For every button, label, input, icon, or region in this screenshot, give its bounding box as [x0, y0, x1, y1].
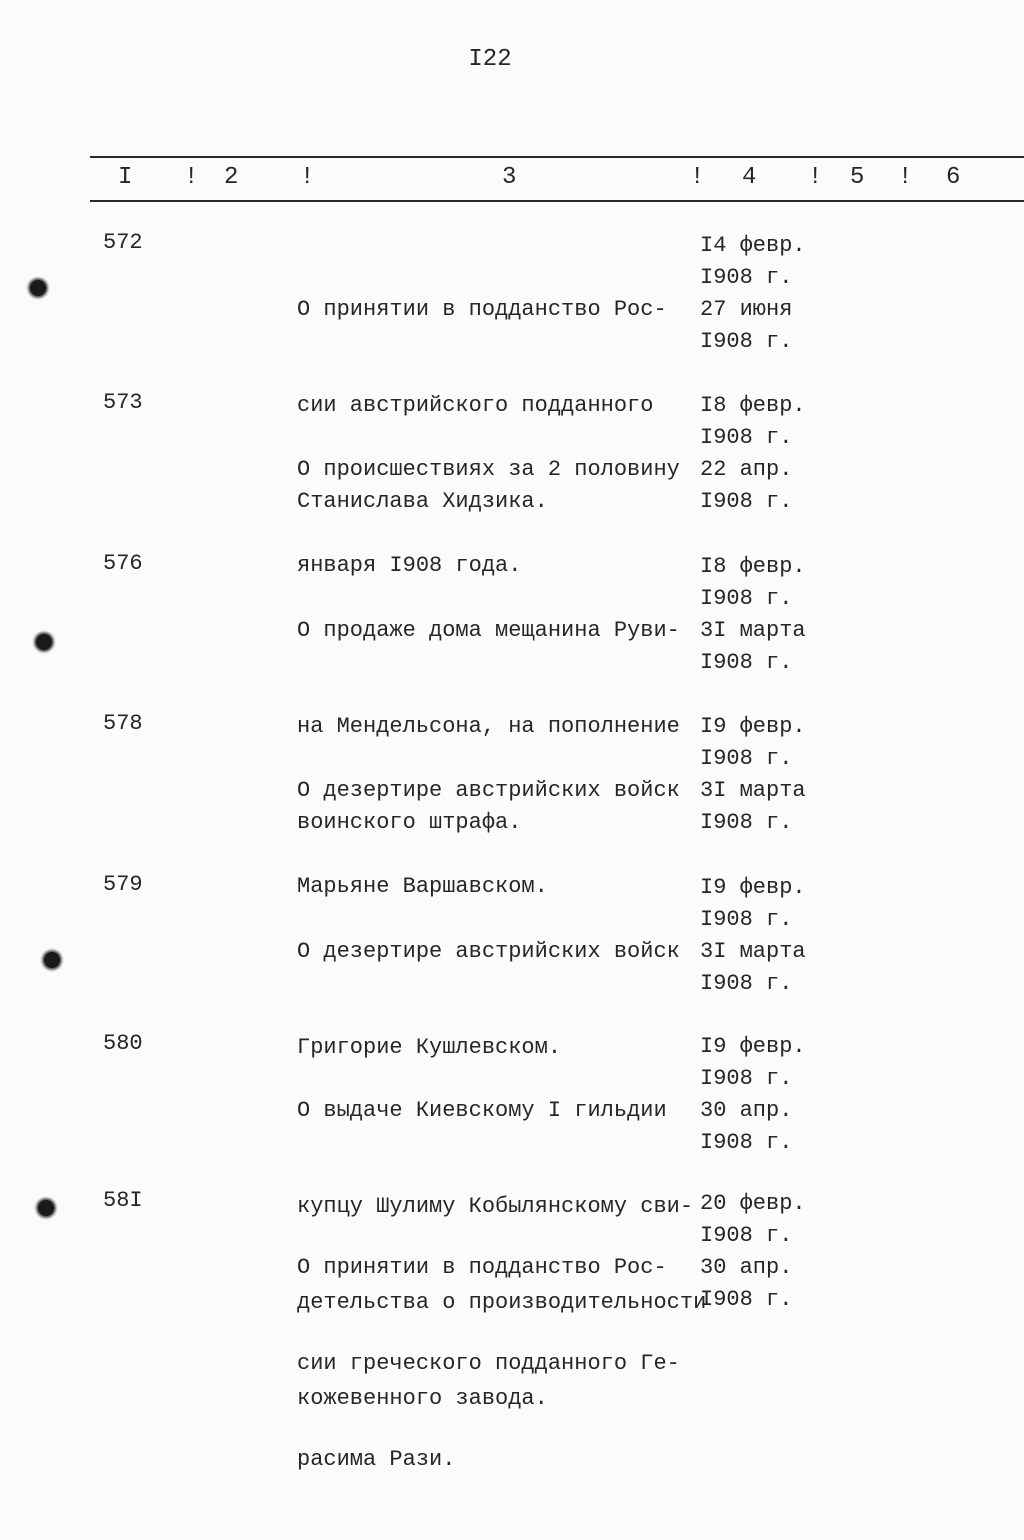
date-line: 3I марта — [700, 939, 806, 964]
entry-number: 573 — [103, 390, 143, 415]
header-col-5: 5 — [850, 164, 865, 191]
date-line: I4 февр. — [700, 233, 806, 258]
title-line: детельства о производительности — [297, 1290, 707, 1315]
date-line: I908 г. — [700, 650, 793, 675]
punch-hole — [36, 634, 52, 650]
page-number: I22 — [468, 46, 512, 73]
punch-hole — [30, 280, 46, 296]
date-line: I908 г. — [700, 1130, 793, 1155]
entry-number: 576 — [103, 551, 143, 576]
entry-dates — [700, 1031, 806, 1159]
title-line: О происшествиях за 2 половину — [297, 457, 680, 482]
entry-number: 578 — [103, 711, 143, 736]
title-line: Станислава Хидзика. — [297, 489, 548, 514]
entry-dates — [700, 390, 806, 518]
title-line: купцу Шулиму Кобылянскому сви- — [297, 1194, 694, 1219]
date-line: 30 апр. — [700, 1255, 793, 1280]
date-line: I908 г. — [700, 489, 793, 514]
header-col-1: I — [118, 164, 133, 191]
date-line: I9 февр. — [700, 1034, 806, 1059]
header-col-4: 4 — [742, 164, 757, 191]
date-line: I8 февр. — [700, 393, 806, 418]
title-line: О продаже дома мещанина Руви- — [297, 618, 680, 643]
header-top-rule — [90, 156, 1024, 158]
entry-number: 572 — [103, 230, 143, 255]
entry-dates — [700, 872, 806, 1000]
title-line: сии австрийского подданного — [297, 393, 654, 418]
header-separator: ! — [690, 164, 705, 191]
date-line: 3I марта — [700, 778, 806, 803]
date-line: I908 г. — [700, 746, 793, 771]
date-line: 3I марта — [700, 618, 806, 643]
date-line: I908 г. — [700, 586, 793, 611]
punch-hole — [44, 952, 60, 968]
date-line: I908 г. — [700, 265, 793, 290]
entry-dates — [700, 1188, 806, 1316]
entry-title — [297, 1188, 707, 1540]
header-col-3: 3 — [502, 164, 517, 191]
title-line: О принятии в подданство Рос- — [297, 1255, 667, 1280]
header-separator: ! — [808, 164, 823, 191]
date-line: I908 г. — [700, 907, 793, 932]
date-line: I9 февр. — [700, 714, 806, 739]
entry-number: 580 — [103, 1031, 143, 1056]
title-line: воинского штрафа. — [297, 810, 522, 835]
title-line: января I908 года. — [297, 553, 522, 578]
date-line: I908 г. — [700, 425, 793, 450]
entry-number: 579 — [103, 872, 143, 897]
date-line: I908 г. — [700, 329, 793, 354]
punch-hole — [38, 1200, 54, 1216]
title-line: О дезертире австрийских войск — [297, 939, 680, 964]
title-line: сии греческого подданного Ге- — [297, 1351, 680, 1376]
title-line: О выдаче Киевскому I гильдии — [297, 1098, 667, 1123]
title-line: Григорие Кушлевском. — [297, 1035, 562, 1060]
title-line: О дезертире австрийских войск — [297, 778, 680, 803]
header-separator: ! — [898, 164, 913, 191]
header-col-6: 6 — [946, 164, 961, 191]
header-separator: ! — [300, 164, 315, 191]
date-line: I9 февр. — [700, 875, 806, 900]
date-line: I908 г. — [700, 1066, 793, 1091]
entry-dates — [700, 551, 806, 679]
date-line: I908 г. — [700, 971, 793, 996]
entry-dates — [700, 711, 806, 839]
date-line: 22 апр. — [700, 457, 793, 482]
date-line: I908 г. — [700, 1223, 793, 1248]
header-bottom-rule — [90, 200, 1024, 202]
header-col-2: 2 — [224, 164, 239, 191]
entry-dates — [700, 230, 806, 358]
title-line: на Мендельсона, на пополнение — [297, 714, 680, 739]
date-line: I908 г. — [700, 1287, 793, 1312]
date-line: I8 февр. — [700, 554, 806, 579]
date-line: I908 г. — [700, 810, 793, 835]
date-line: 30 апр. — [700, 1098, 793, 1123]
title-line: расима Рази. — [297, 1447, 456, 1472]
date-line: 27 июня — [700, 297, 793, 322]
title-line: Марьяне Варшавском. — [297, 874, 548, 899]
title-line: кожевенного завода. — [297, 1386, 548, 1411]
date-line: 20 февр. — [700, 1191, 806, 1216]
title-line: О принятии в подданство Рос- — [297, 297, 667, 322]
entry-number: 58I — [103, 1188, 143, 1213]
header-separator: ! — [184, 164, 199, 191]
